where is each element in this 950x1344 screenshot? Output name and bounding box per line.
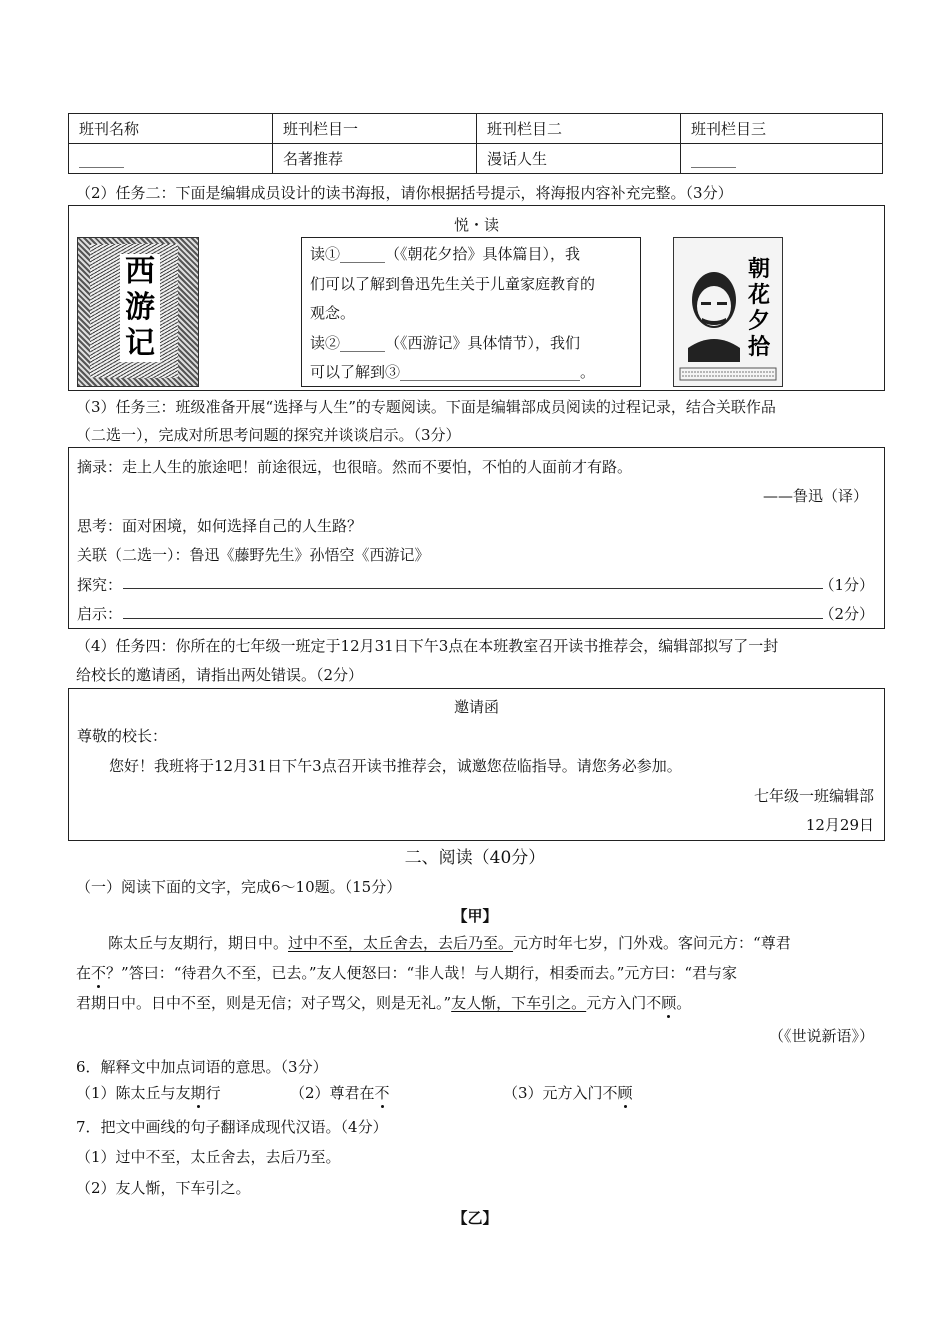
question-6-items <box>76 1082 221 1103</box>
q7-item-2: （2）友人惭，下车引之。 <box>76 1179 251 1197</box>
table-cell: 班刊栏目一 <box>273 114 477 144</box>
section-subheading: （一）阅读下面的文字，完成6～10题。（15分） <box>76 878 402 896</box>
poster-line: 们可以了解到鲁迅先生关于儿童家庭教育的 <box>310 274 596 293</box>
table-cell: 班刊名称 <box>69 114 273 144</box>
table-cell: ______ <box>69 144 273 174</box>
poster-box <box>68 205 885 391</box>
passage-text: 在 <box>76 964 92 982</box>
explore-label: 探究： <box>77 576 123 594</box>
think-text: 思考：面对困境，如何选择自己的人生路？ <box>77 517 363 535</box>
cover-title-text: 朝花夕拾 <box>748 256 771 360</box>
task4-prompt-1: （4）任务四：你所在的七年级一班定于12月31日下午3点在本班教室召开读书推荐会，编辑部拟写了一封 <box>76 637 779 655</box>
poster-text-box <box>301 237 641 387</box>
passage-source: （《世说新语》） <box>768 1027 874 1045</box>
section-heading: 二、阅读（40分） <box>404 848 546 868</box>
letter-title: 邀请函 <box>453 698 499 716</box>
passage-line-3 <box>76 992 691 1013</box>
passage-text: 。 <box>676 994 692 1012</box>
table-header-row <box>69 114 883 144</box>
passage-text: 元方入门不 <box>586 994 662 1012</box>
dotted-word: 顾 <box>661 994 677 1012</box>
passage-text: ？”答曰：“待君久不至，已去。”友人便怒曰：“非人哉！与人期行，相委而去。”元方曰：“君与家 <box>106 964 738 982</box>
passage-b-label: 【乙】 <box>452 1209 498 1227</box>
table-cell: 班刊栏目三 <box>681 114 883 144</box>
cover-title-text: 西游记 <box>120 254 160 362</box>
explore-answer-line[interactable] <box>123 588 823 589</box>
underlined-sentence: 过中不至，太丘舍去，去后乃至。 <box>288 934 514 952</box>
question-6: 6．解释文中加点词语的意思。（3分） <box>76 1058 328 1076</box>
letter-salutation: 尊敬的校长： <box>77 727 168 745</box>
table-cell: 班刊栏目二 <box>477 114 681 144</box>
passage-line-2 <box>76 962 737 983</box>
task4-prompt-2: 给校长的邀请函，请指出两处错误。（2分） <box>76 666 364 684</box>
question-7: 7．把文中画线的句子翻译成现代汉语。（4分） <box>76 1118 388 1136</box>
link-text: 关联（二选一）：鲁迅《藤野先生》孙悟空《西游记》 <box>77 546 430 564</box>
table-cell: 漫话人生 <box>477 144 681 174</box>
passage-text: 君期日中。日中不至，则是无信；对子骂父，则是无礼。” <box>76 994 452 1012</box>
task3-prompt-2: （二选一），完成对所思考问题的探究并谈谈启示。（3分） <box>76 426 461 444</box>
poster-line: 观念。 <box>310 304 356 322</box>
dotted-word: 不 <box>91 964 107 982</box>
journey-west-cover-image <box>77 237 199 387</box>
passage-line-1 <box>108 932 791 953</box>
q6-item-1: （1）陈太丘与友期行 <box>76 1084 221 1102</box>
excerpt-text: 摘录：走上人生的旅途吧！前途很远，也很暗。然而不要怕，不怕的人面前才有路。 <box>77 458 633 476</box>
table-cell: 名著推荐 <box>273 144 477 174</box>
table-row <box>69 144 883 174</box>
passage-text: 元方时年七岁，门外戏。客问元方：“尊君 <box>513 934 791 952</box>
passage-text: 陈太丘与友期行，期日中。 <box>108 934 289 952</box>
insight-score: （2分） <box>819 605 874 623</box>
reading-record-box <box>68 447 885 629</box>
explore-score: （1分） <box>819 576 874 594</box>
attribution-text: ——鲁迅（译） <box>762 487 868 505</box>
task3-prompt-1: （3）任务三：班级准备开展“选择与人生”的专题阅读。下面是编辑部成员阅读的过程记录，结合关联作品 <box>76 398 776 416</box>
q6-item-2: （2）尊君在不 <box>290 1084 390 1102</box>
letter-date: 12月29日 <box>805 816 874 834</box>
poster-line: 可以了解到③________________________。 <box>310 363 596 381</box>
q7-item-1: （1）过中不至，太丘舍去，去后乃至。 <box>76 1148 341 1166</box>
column-table <box>68 113 883 174</box>
underlined-sentence: 友人惭，下车引之。 <box>451 994 587 1012</box>
letter-sender: 七年级一班编辑部 <box>753 787 874 805</box>
poster-line: 读①______（《朝花夕拾》具体篇目），我 <box>310 245 581 263</box>
q6-item-3: （3）元方入门不顾 <box>503 1084 633 1102</box>
invitation-letter-box <box>68 688 885 841</box>
letter-body: 您好！我班将于12月31日下午3点召开读书推荐会，诚邀您莅临指导。请您务必参加。 <box>109 757 682 775</box>
task2-prompt: （2）任务二：下面是编辑成员设计的读书海报，请你根据括号提示，将海报内容补充完整。（3分） <box>76 184 733 202</box>
poster-line: 读②______（《西游记》具体情节），我们 <box>310 333 581 352</box>
dawn-blossoms-cover-image <box>673 237 783 387</box>
insight-answer-line[interactable] <box>123 618 823 619</box>
table-cell: ______ <box>681 144 883 174</box>
passage-a-label: 【甲】 <box>452 907 498 925</box>
poster-title: 悦・读 <box>453 216 499 234</box>
insight-label: 启示： <box>77 605 123 623</box>
